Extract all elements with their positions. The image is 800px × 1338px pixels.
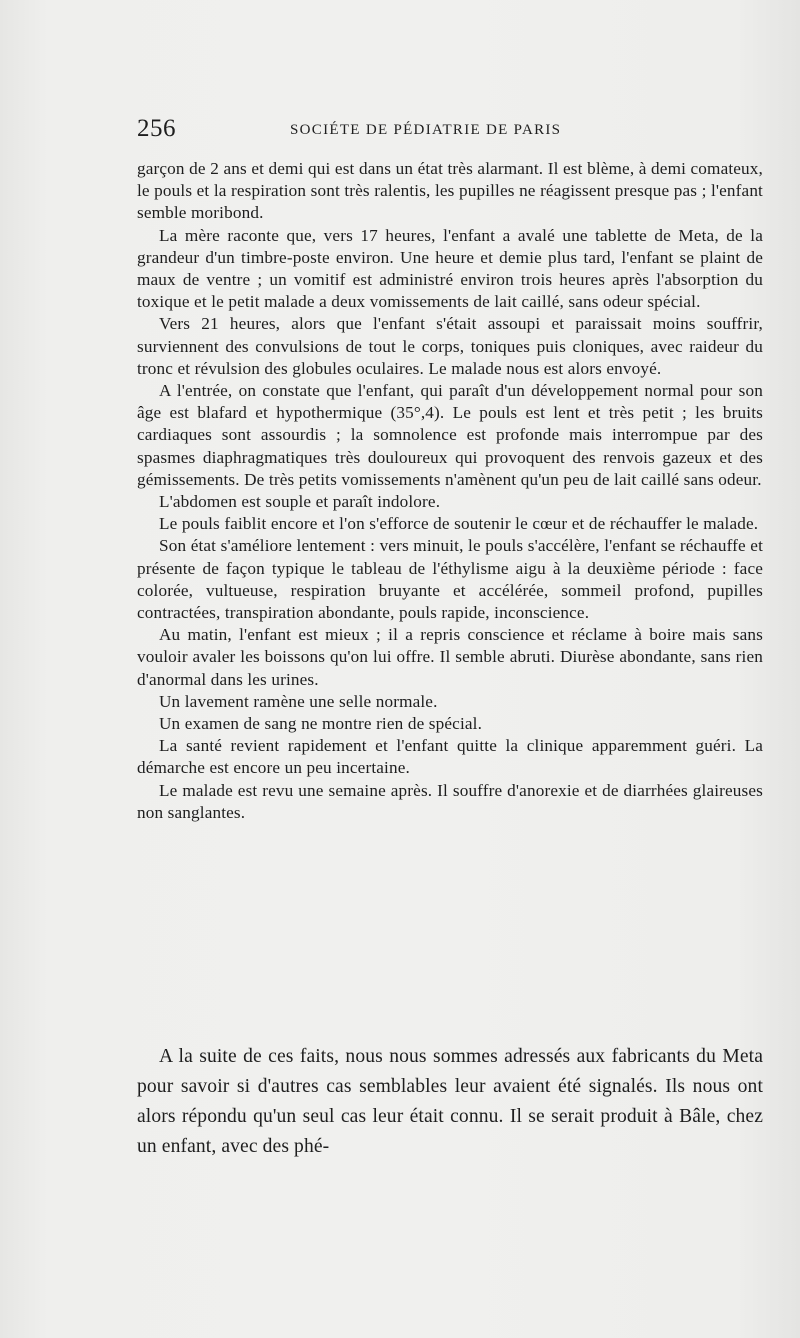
body-text	[137, 158, 763, 824]
paragraph: L'abdomen est souple et paraît indolore.	[159, 492, 441, 512]
closing-text	[137, 1042, 763, 1162]
paragraph: Son état s'améliore lentement : vers minuit, le pouls s'accélère, l'enfant se réchauffe et présente de façon typique le tableau de l'éthylisme aigu à la deuxième période : face colorée, vultueuse, respiration bruyante et accélérée, sommeil profond, pupilles contractées, transpiration abondante, pouls rapide, inconscience.	[137, 536, 763, 623]
paragraph: Au matin, l'enfant est mieux ; il a repris conscience et réclame à boire mais sans vouloir avaler les boissons qu'on lui offre. Il semble abruti. Diurèse abondante, sans rien d'anormal dans les urines.	[137, 625, 763, 689]
closing-paragraph: A la suite de ces faits, nous nous sommes adressés aux fabricants du Meta pour savoir si d'autres cas semblables leur avaient été signalés. Ils nous ont alors répondu qu'un seul cas leur était connu. Il se serait produit à Bâle, chez un enfant, avec des phé-	[137, 1046, 763, 1157]
paragraph: Le pouls faiblit encore et l'on s'efforce de soutenir le cœur et de réchauffer le malade.	[159, 514, 759, 534]
paragraph: A l'entrée, on constate que l'enfant, qui paraît d'un développement normal pour son âge est blafard et hypothermique (35°,4). Le pouls est lent et très petit ; les bruits cardiaques sont assourdis ; la somnolence est profonde mais interrompue par des spasmes diaphragmatiques très douloureux qui provoquent des renvois gazeux et des gémissements. De très petits vomissements n'amènent qu'un peu de lait caillé sans odeur.	[137, 381, 763, 489]
paragraph: Un lavement ramène une selle normale.	[159, 691, 438, 711]
running-title: SOCIÉTE DE PÉDIATRIE DE PARIS	[290, 122, 562, 138]
paragraph: La santé revient rapidement et l'enfant quitte la clinique apparemment guéri. La démarche est encore un peu incertaine.	[137, 736, 763, 778]
paragraph: Un examen de sang ne montre rien de spécial.	[159, 714, 483, 734]
paragraph: Le malade est revu une semaine après. Il souffre d'anorexie et de diarrhées glaireuses non sanglantes.	[137, 780, 763, 822]
page-number: 256	[137, 115, 176, 142]
paragraph: Vers 21 heures, alors que l'enfant s'était assoupi et paraissait moins souffrir, surviennent des convulsions de tout le corps, toniques puis cloniques, avec raideur du tronc et révulsion des globules oculaires. Le malade nous est alors envoyé.	[137, 314, 763, 378]
paragraph: garçon de 2 ans et demi qui est dans un état très alarmant. Il est blème, à demi comateux, le pouls et la respiration sont très ralentis, les pupilles ne réagissent presque pas ; l'enfant semble moribond.	[137, 159, 763, 223]
paragraph: La mère raconte que, vers 17 heures, l'enfant a avalé une tablette de Meta, de la grandeur d'un timbre-poste environ. Une heure et demie plus tard, l'enfant se plaint de maux de ventre ; un vomitif est administré environ trois heures après l'absorption du toxique et le petit malade a deux vomissements de lait caillé, sans odeur spécial.	[137, 225, 763, 312]
page-header	[137, 115, 767, 145]
